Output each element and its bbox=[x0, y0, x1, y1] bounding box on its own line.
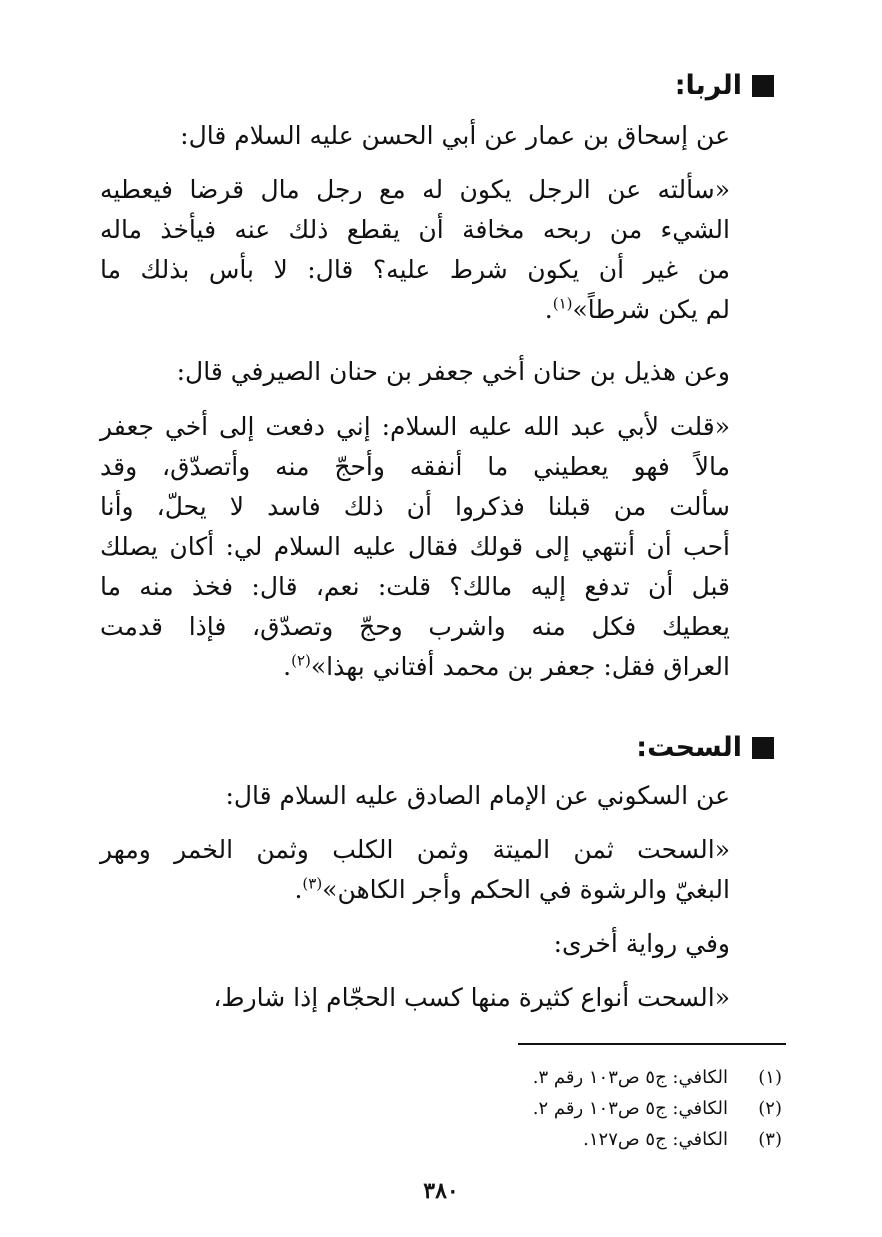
narration-intro: عن إسحاق بن عمار عن أبي الحسن عليه السلام قال: bbox=[180, 121, 730, 150]
quote-line: لم يكن شرطاً»$^{(١)}$. bbox=[544, 294, 730, 324]
section-heading-suht bbox=[636, 728, 774, 768]
heading-square-icon bbox=[752, 737, 774, 759]
quote-line: أحب أن أنتهي إلى قولك فقال عليه السلام لي: أكان يصلك bbox=[100, 532, 730, 561]
quote-line: البغيّ والرشوة في الحكم وأجر الكاهن»$^{(٣)}$. bbox=[294, 874, 730, 904]
heading-square-icon bbox=[752, 75, 774, 97]
footnote-number: (١) bbox=[758, 1067, 782, 1088]
footnote-item bbox=[533, 1124, 782, 1155]
quote-line: قبل أن تدفع إليه مالك؟ قلت: نعم، قال: فخذ منه ما bbox=[100, 572, 730, 601]
hadith-quote bbox=[100, 830, 730, 910]
quote-line: «قلت لأبي عبد الله عليه السلام: إني دفعت إلى أخي جعفر bbox=[100, 412, 730, 441]
footnote-ref: (٢) bbox=[291, 651, 311, 670]
quote-line: الشيء من ربحه مخافة أن يقطع ذلك عنه فيأخذ ماله bbox=[100, 215, 730, 244]
narration-intro: وفي رواية أخرى: bbox=[553, 929, 730, 958]
narration-intro: عن السكوني عن الإمام الصادق عليه السلام قال: bbox=[225, 781, 730, 810]
section-title: الربا: bbox=[674, 70, 742, 101]
section-title: السحت: bbox=[636, 732, 742, 763]
quote-line: «السحت ثمن الميتة وثمن الكلب وثمن الخمر ومهر bbox=[100, 835, 730, 864]
footnote-text: الكافي: ج٥ ص١٠٣ رقم ٣. bbox=[532, 1067, 728, 1088]
footnote-ref: (١) bbox=[552, 294, 573, 313]
footnote-item bbox=[533, 1062, 782, 1093]
quote-line: العراق فقل: جعفر بن محمد أفتاني بهذا»$^{(٢)}$. bbox=[283, 651, 730, 681]
hadith-quote bbox=[100, 978, 730, 1018]
quote-line: «السحت أنواع كثيرة منها كسب الحجّام إذا شارط، bbox=[213, 983, 730, 1012]
footnote-text: الكافي: ج٥ ص١٠٣ رقم ٢. bbox=[532, 1098, 728, 1119]
footnote-divider bbox=[518, 1043, 786, 1045]
footnote-text: الكافي: ج٥ ص١٢٧. bbox=[583, 1129, 728, 1150]
hadith-quote bbox=[100, 407, 730, 687]
footnote-number: (٣) bbox=[758, 1129, 782, 1150]
footnotes bbox=[533, 1062, 782, 1155]
page-number: ٣٨٠ bbox=[423, 1178, 459, 1204]
footnote-item bbox=[533, 1093, 782, 1124]
footnote-number: (٢) bbox=[758, 1098, 782, 1119]
section-heading-riba bbox=[675, 66, 774, 106]
hadith-quote bbox=[100, 170, 730, 330]
quote-line: مالاً فهو يعطيني ما أنفقه وأحجّ منه وأتصدّق، وقد bbox=[100, 452, 730, 481]
quote-line: «سألته عن الرجل يكون له مع رجل مال قرضا فيعطيه bbox=[100, 175, 730, 204]
quote-line: يعطيك فكل منه واشرب وحجّ وتصدّق، فإذا قدمت bbox=[100, 612, 730, 641]
quote-line: من غير أن يكون شرط عليه؟ قال: لا بأس بذلك ما bbox=[100, 255, 730, 284]
quote-line: سألت من قبلنا فذكروا أن ذلك فاسد لا يحلّ، وأنا bbox=[100, 492, 730, 521]
footnote-ref: (٣) bbox=[302, 874, 323, 893]
narration-intro: وعن هذيل بن حنان أخي جعفر بن حنان الصيرفي قال: bbox=[176, 357, 730, 386]
